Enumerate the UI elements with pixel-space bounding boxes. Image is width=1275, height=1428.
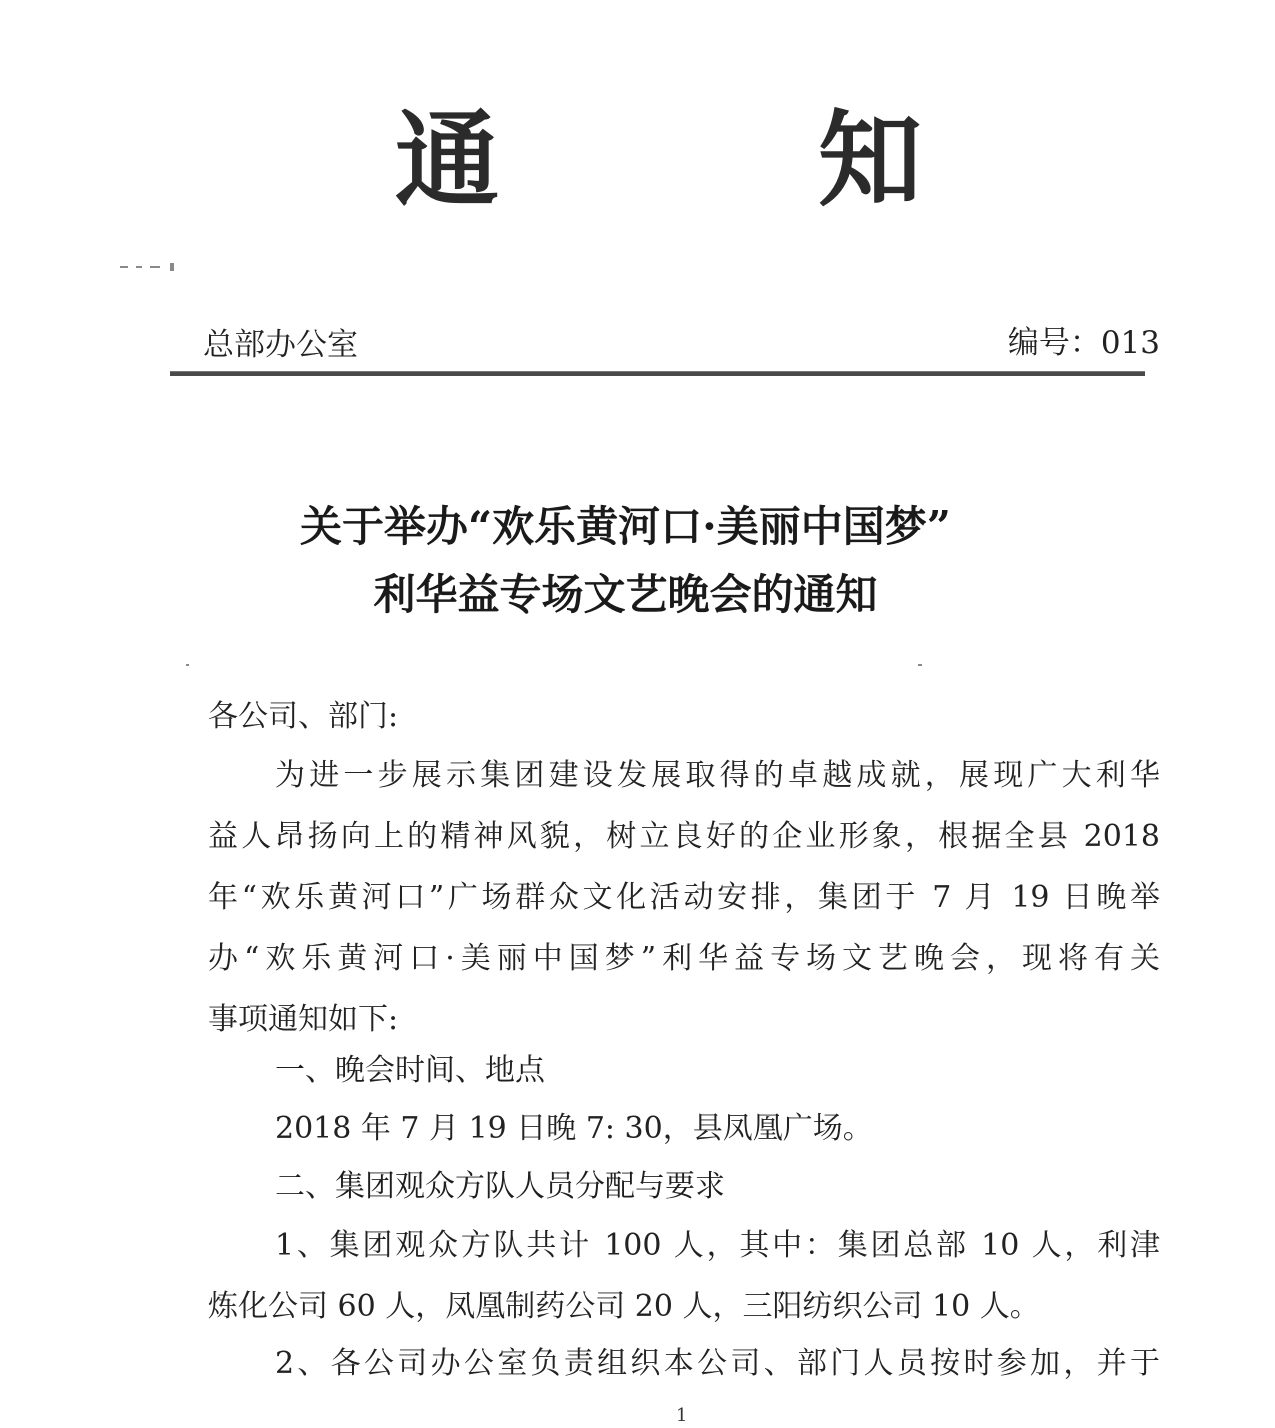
section-heading-time-location: 一、晚会时间、地点 [275,1053,545,1088]
audience-item-1-line: 1、集团观众方队共计 100 人，其中：集团总部 10 人，利津 [275,1228,1160,1263]
section-heading-audience: 二、集团观众方队人员分配与要求 [275,1169,725,1204]
audience-item-1-line: 炼化公司 60 人，凤凰制药公司 20 人，三阳纺织公司 10 人。 [208,1289,1040,1324]
scan-speck [918,664,922,666]
scan-speck [170,263,174,271]
intro-line: 办“欢乐黄河口·美丽中国梦”利华益专场文艺晚会，现将有关 [208,941,1160,976]
salutation: 各公司、部门: [208,699,399,734]
audience-item-2-line: 2、各公司办公室负责组织本公司、部门人员按时参加，并于 [275,1346,1160,1381]
header-divider [170,371,1145,376]
issuer-office: 总部办公室 [203,327,358,363]
header-title-char-1: 通 [395,98,500,221]
intro-line: 益人昂扬向上的精神风貌，树立良好的企业形象，根据全县 2018 [208,819,1160,854]
intro-paragraph [208,745,1160,1050]
scan-speck [150,266,160,268]
event-time-location: 2018 年 7 月 19 日晚 7: 30，县凤凰广场。 [275,1111,873,1146]
intro-line: 年“欢乐黄河口”广场群众文化活动安排，集团于 7 月 19 日晚举 [208,880,1160,915]
page-number: 1 [676,1405,688,1426]
header-title-char-2: 知 [818,98,923,221]
document-number: 编号：013 [1007,325,1160,361]
intro-line: 事项通知如下: [208,1002,399,1037]
scan-speck [136,266,142,268]
intro-line: 为进一步展示集团建设发展取得的卓越成就，展现广大利华 [275,758,1160,793]
audience-item-2 [208,1333,1160,1394]
notice-header [0,100,1275,220]
audience-item-1 [208,1215,1160,1337]
main-title-line-1: 关于举办“欢乐黄河口·美丽中国梦” [300,502,951,551]
main-title-line-2: 利华益专场文艺晚会的通知 [373,570,878,619]
scan-speck [120,266,128,268]
scan-speck [186,664,189,666]
